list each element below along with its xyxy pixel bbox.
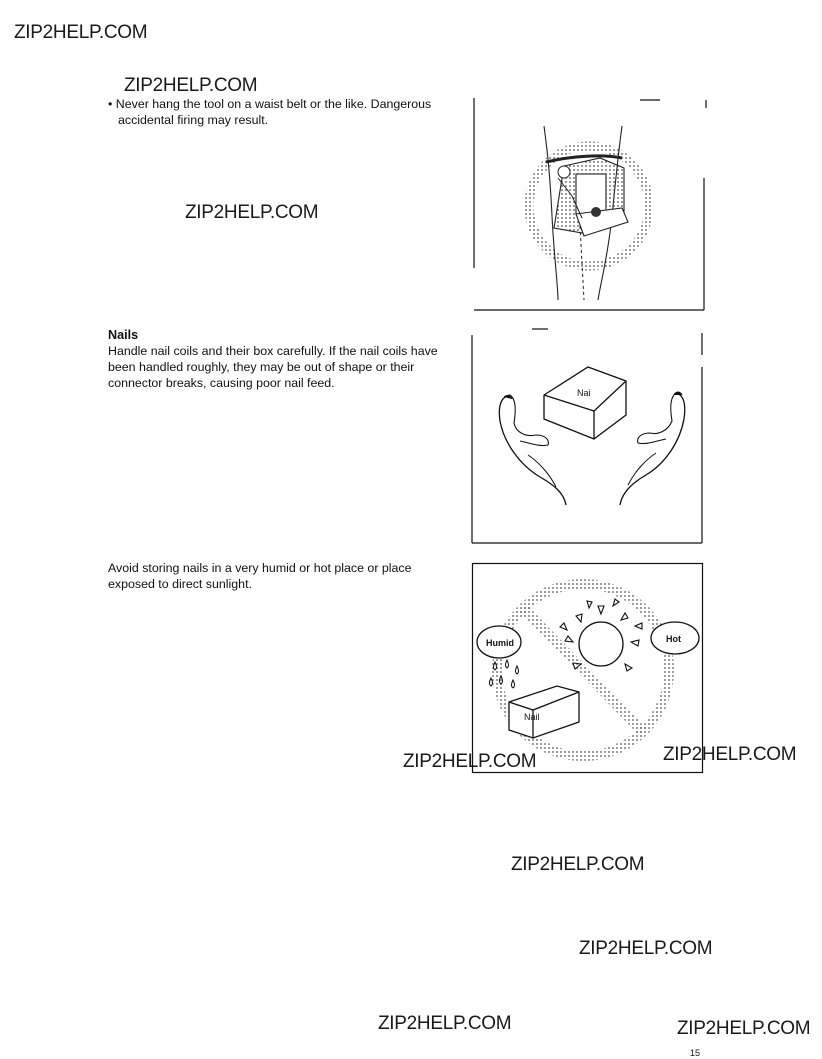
storage-section — [108, 560, 453, 592]
belt-warning-line-1: Never hang the tool on a waist belt or the like. Dangerous — [115, 97, 432, 111]
belt-warning-line-2: accidental firing may result. — [118, 113, 269, 127]
nail-box-illustration — [470, 325, 710, 547]
storage-illustration — [471, 562, 705, 776]
page-number: 15 — [690, 1048, 701, 1058]
watermark: ZIP2HELP.COM — [378, 1013, 512, 1034]
watermark: ZIP2HELP.COM — [511, 854, 645, 875]
nails-text-line-2: been handled roughly, they may be out of shape or their — [108, 360, 415, 374]
nails-text-line-3: connector breaks, causing poor nail feed. — [108, 376, 335, 390]
watermark: ZIP2HELP.COM — [185, 202, 319, 223]
watermark: ZIP2HELP.COM — [677, 1018, 811, 1039]
watermark: ZIP2HELP.COM — [403, 751, 537, 772]
belt-illustration — [472, 96, 708, 314]
watermark: ZIP2HELP.COM — [663, 744, 797, 765]
bullet: • — [108, 97, 113, 111]
storage-box-label: Nail — [524, 712, 540, 722]
storage-text-line-1: Avoid storing nails in a very humid or hot place or place — [108, 561, 412, 575]
watermark: ZIP2HELP.COM — [14, 22, 148, 43]
storage-text-line-2: exposed to direct sunlight. — [108, 577, 252, 591]
belt-warning — [108, 96, 453, 128]
nails-heading: Nails — [108, 328, 139, 342]
watermark: ZIP2HELP.COM — [124, 75, 258, 96]
watermark: ZIP2HELP.COM — [579, 938, 713, 959]
nails-text-line-1: Handle nail coils and their box carefully. If the nail coils have — [108, 344, 438, 358]
humid-label: Humid — [486, 638, 514, 648]
nail-box-label: Nai — [577, 388, 591, 398]
hot-label: Hot — [666, 634, 681, 644]
nails-section — [108, 327, 453, 391]
